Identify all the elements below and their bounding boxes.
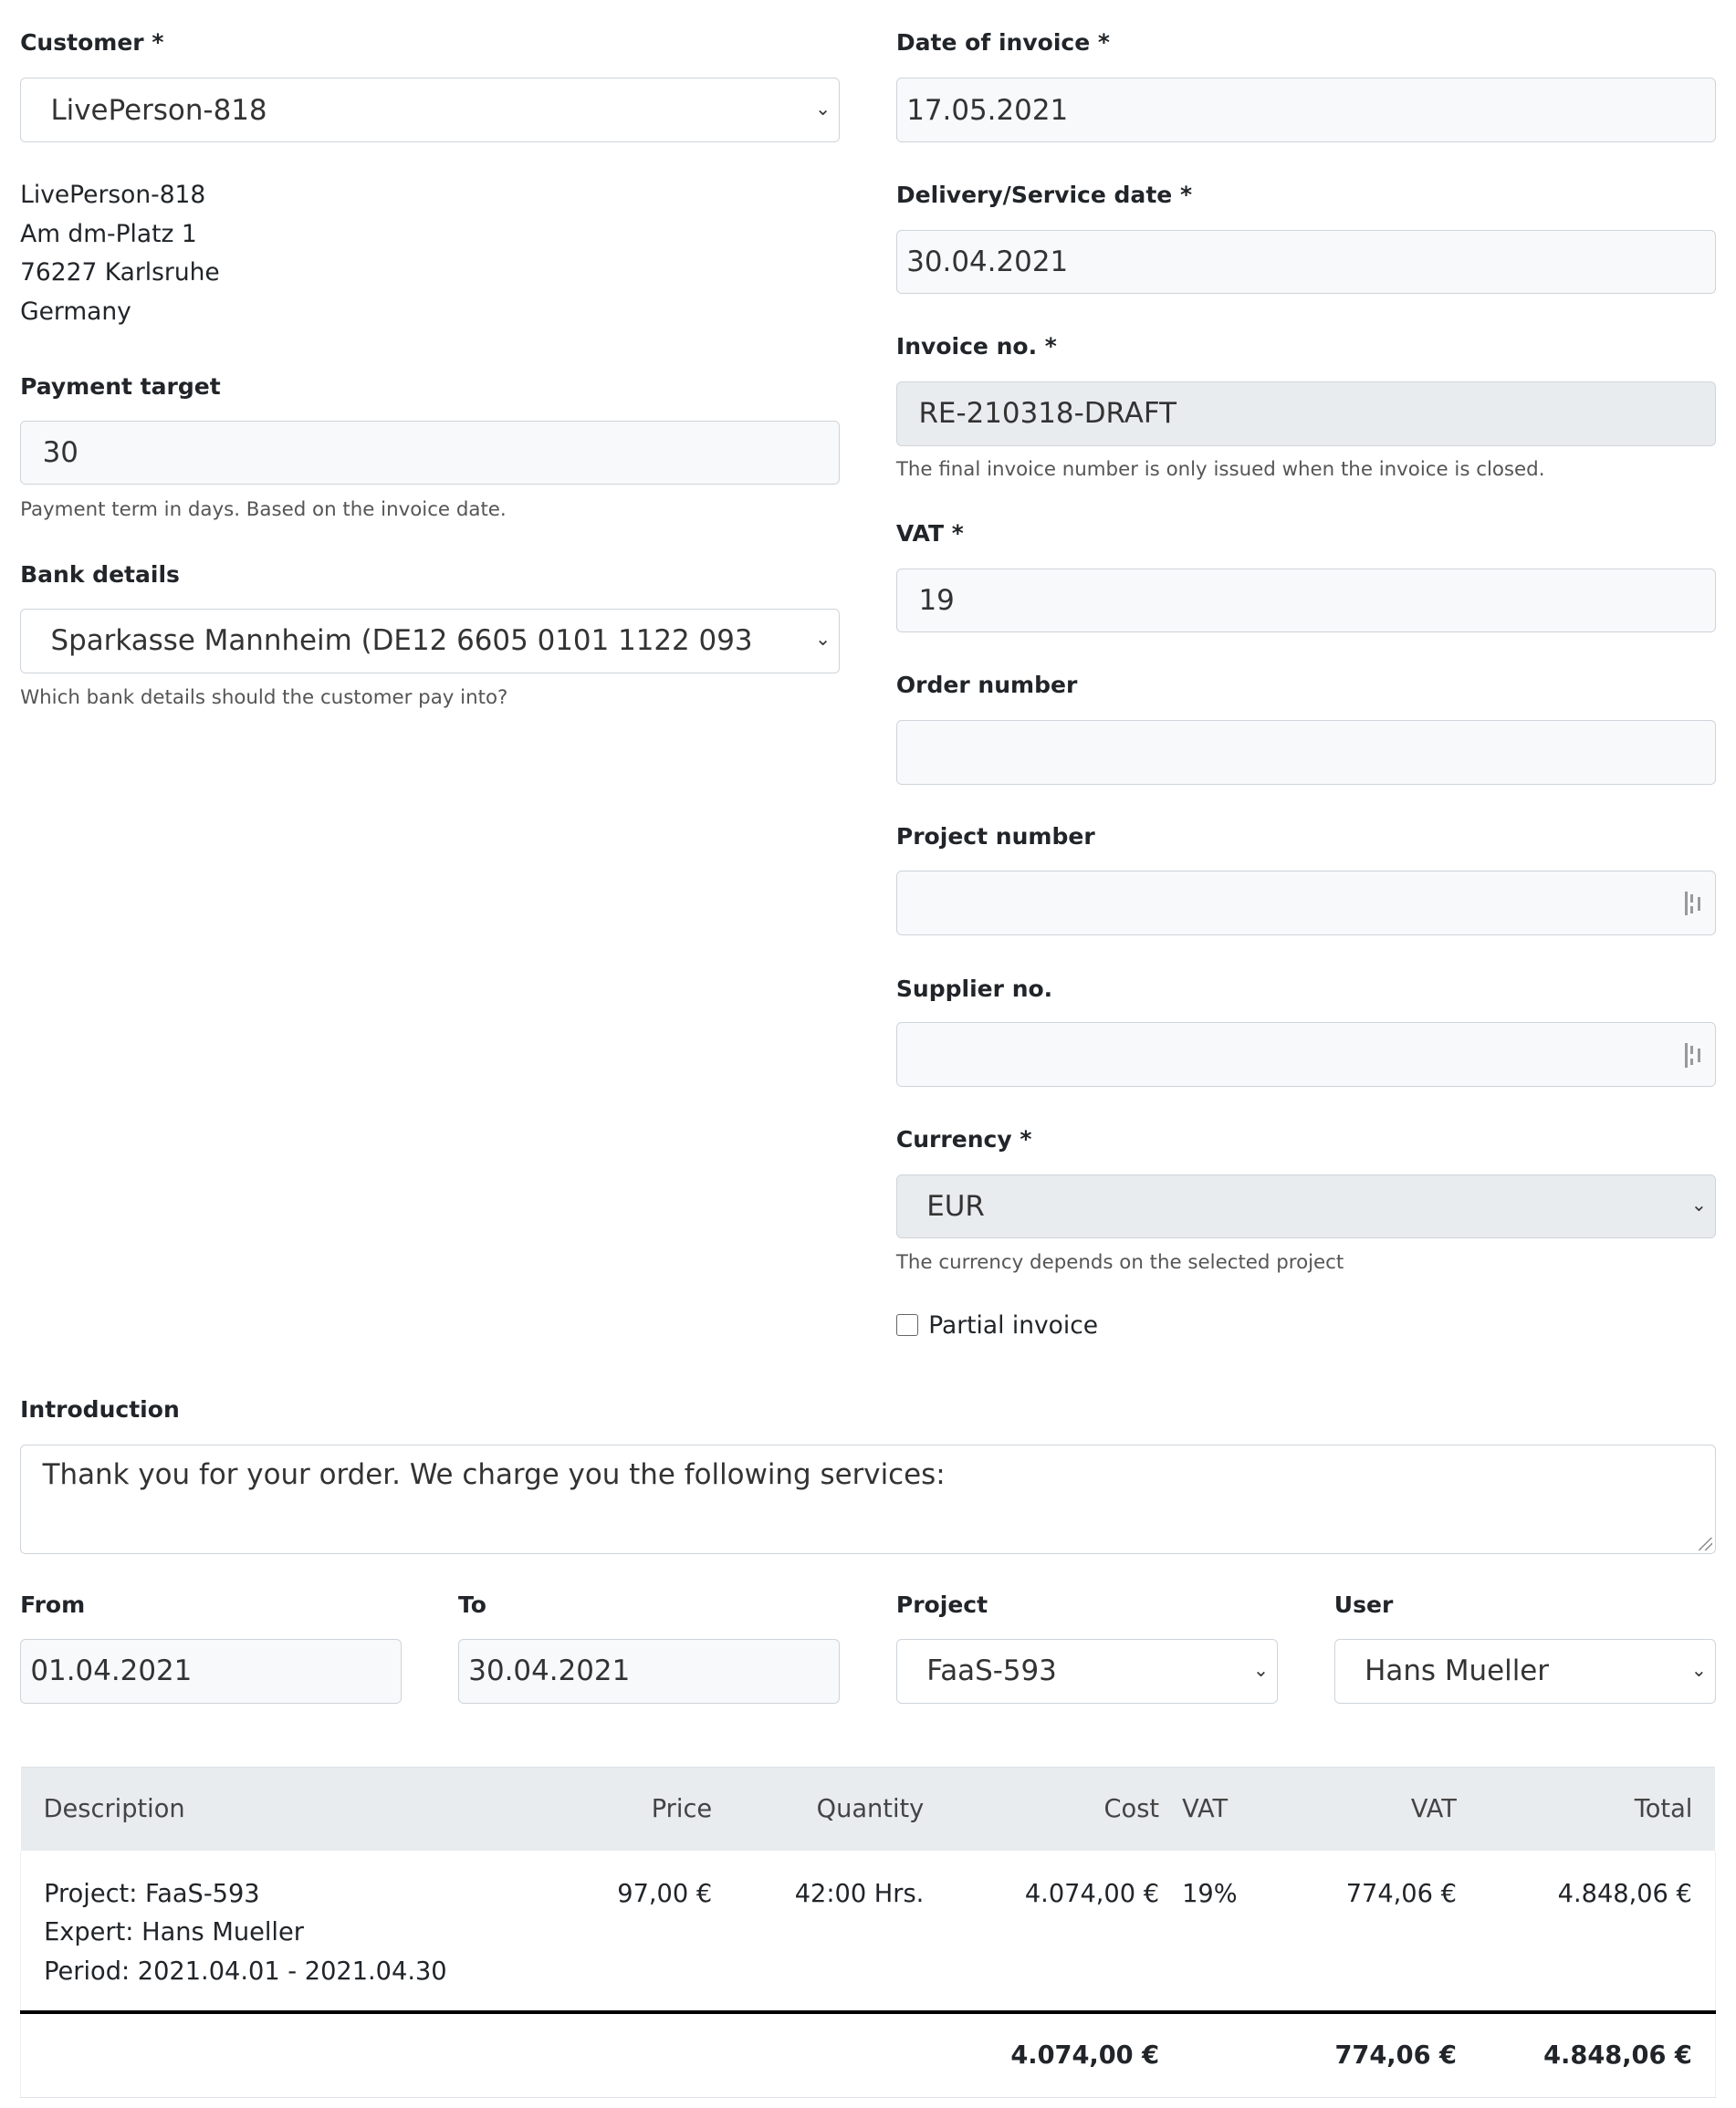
total-amount: 4.848,06 €	[1480, 2012, 1715, 2098]
partial-invoice-label[interactable]: Partial invoice	[928, 1310, 1099, 1340]
project-number-input[interactable]	[896, 871, 1716, 935]
address-line: 76227 Karlsruhe	[20, 258, 220, 287]
to-date-input[interactable]: 30.04.2021	[458, 1639, 840, 1704]
cell-price: 97,00 €	[565, 1851, 735, 2012]
invoice-items-table	[20, 1767, 1716, 2099]
address-line: Germany	[20, 297, 131, 326]
date-of-invoice-label: Date of invoice *	[895, 29, 1110, 57]
user-label: User	[1333, 1591, 1394, 1619]
desc-line: Period: 2021.04.01 - 2021.04.30	[44, 1957, 447, 1986]
supplier-no-label: Supplier no.	[895, 975, 1053, 1002]
chevron-down-icon: ⌄	[1252, 1658, 1270, 1681]
date-of-invoice-input[interactable]: 17.05.2021	[896, 78, 1716, 142]
table-header-row	[21, 1767, 1716, 1851]
table-row	[21, 1851, 1716, 2012]
project-label: Project	[895, 1591, 988, 1619]
chevron-down-icon: ⌄	[1690, 1194, 1708, 1216]
chevron-down-icon: ⌄	[814, 97, 831, 120]
cell-vat-rate: 19%	[1182, 1851, 1277, 2012]
vat-input[interactable]: 19	[896, 569, 1716, 633]
delivery-date-label: Delivery/Service date *	[895, 181, 1193, 208]
partial-invoice-checkbox[interactable]	[896, 1314, 918, 1336]
cell-description	[21, 1851, 565, 2012]
currency-value: EUR	[926, 1189, 985, 1223]
address-line: LivePerson-818	[20, 180, 206, 209]
order-number-input[interactable]	[896, 720, 1716, 785]
col-price: Price	[565, 1767, 735, 1851]
delivery-date-input[interactable]: 30.04.2021	[896, 230, 1716, 295]
cell-total: 4.848,06 €	[1480, 1851, 1715, 2012]
totals-empty	[735, 2012, 946, 2098]
payment-target-help: Payment term in days. Based on the invoice date.	[20, 498, 507, 522]
project-value: FaaS-593	[926, 1654, 1057, 1688]
total-vat: 774,06 €	[1277, 2012, 1480, 2098]
bank-details-select[interactable]	[20, 609, 840, 673]
customer-label: Customer *	[20, 29, 164, 57]
desc-line: Project: FaaS-593	[44, 1879, 260, 1908]
customer-address	[20, 176, 220, 332]
vat-label: VAT *	[895, 519, 964, 547]
bank-details-help: Which bank details should the customer pay into?	[20, 686, 508, 710]
payment-target-input[interactable]: 30	[20, 421, 840, 485]
to-label: To	[457, 1591, 486, 1619]
resize-handle-icon[interactable]	[1699, 1538, 1712, 1551]
col-vat-rate: VAT	[1182, 1767, 1277, 1851]
desc-line: Expert: Hans Mueller	[44, 1918, 304, 1947]
invoice-no-help: The final invoice number is only issued when the invoice is closed.	[895, 457, 1545, 481]
introduction-textarea[interactable]	[20, 1445, 1716, 1555]
supplier-no-input[interactable]	[896, 1022, 1716, 1087]
from-label: From	[20, 1591, 86, 1619]
cell-quantity: 42:00 Hrs.	[735, 1851, 946, 2012]
password-manager-icon[interactable]	[1685, 892, 1704, 915]
bank-details-label: Bank details	[20, 561, 180, 589]
cell-cost: 4.074,00 €	[946, 1851, 1182, 2012]
order-number-label: Order number	[895, 672, 1078, 699]
cell-vat: 774,06 €	[1277, 1851, 1480, 2012]
user-value: Hans Mueller	[1365, 1654, 1550, 1688]
project-select[interactable]	[896, 1639, 1278, 1704]
col-description: Description	[21, 1767, 565, 1851]
chevron-down-icon: ⌄	[1690, 1658, 1708, 1681]
introduction-text: Thank you for your order. We charge you the following services:	[42, 1458, 946, 1492]
col-cost: Cost	[946, 1767, 1182, 1851]
col-total: Total	[1480, 1767, 1715, 1851]
address-line: Am dm-Platz 1	[20, 219, 197, 248]
currency-select	[896, 1174, 1716, 1239]
total-cost: 4.074,00 €	[946, 2012, 1182, 2098]
invoice-no-input: RE-210318-DRAFT	[896, 381, 1716, 446]
currency-help: The currency depends on the selected project	[895, 1250, 1344, 1274]
totals-row	[21, 2012, 1716, 2098]
project-number-label: Project number	[895, 823, 1095, 851]
totals-empty	[1182, 2012, 1277, 2098]
col-quantity: Quantity	[735, 1767, 946, 1851]
password-manager-icon[interactable]	[1685, 1043, 1704, 1067]
payment-target-label: Payment target	[20, 373, 221, 401]
currency-label: Currency *	[895, 1125, 1032, 1153]
invoice-no-label: Invoice no. *	[895, 333, 1057, 360]
introduction-label: Introduction	[20, 1395, 180, 1423]
from-date-input[interactable]: 01.04.2021	[20, 1639, 402, 1704]
bank-details-value: Sparkasse Mannheim (DE12 6605 0101 1122 093	[50, 624, 753, 658]
totals-empty	[565, 2012, 735, 2098]
user-select[interactable]	[1334, 1639, 1716, 1704]
totals-empty	[21, 2012, 565, 2098]
customer-value: LivePerson-818	[50, 93, 267, 127]
customer-select[interactable]	[20, 78, 840, 142]
col-vat-amount: VAT	[1277, 1767, 1480, 1851]
chevron-down-icon: ⌄	[810, 628, 831, 650]
